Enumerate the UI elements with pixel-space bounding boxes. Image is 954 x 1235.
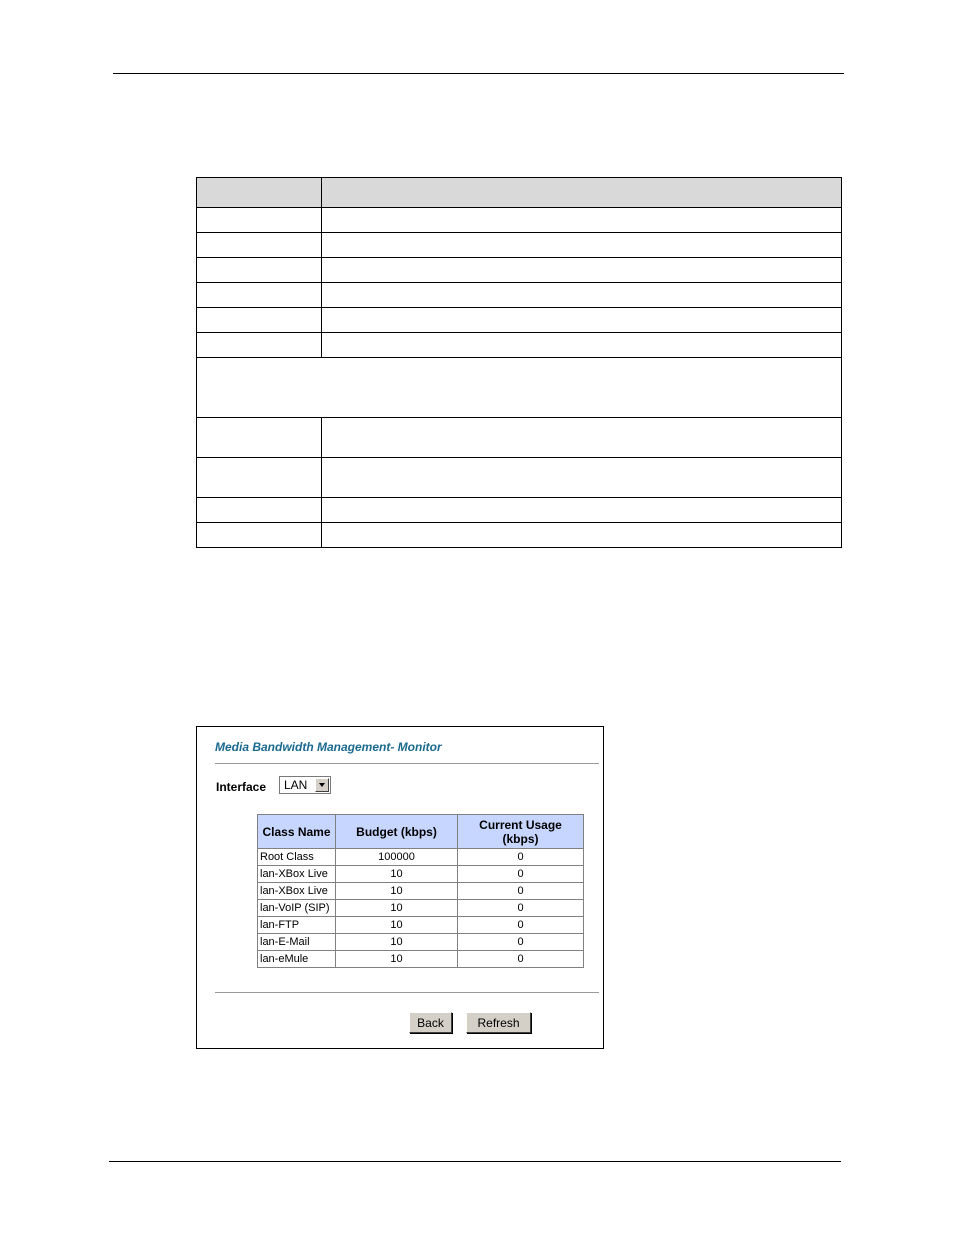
interface-label: Interface	[216, 780, 267, 794]
monitor-header-row	[258, 815, 583, 849]
column-header-current-usage: Current Usage (kbps)	[458, 815, 583, 849]
interface-select-value: LAN	[284, 778, 308, 792]
title-divider	[215, 763, 599, 765]
budget-cell: 10	[336, 951, 458, 967]
column-header-budget: Budget (kbps)	[336, 815, 458, 849]
budget-cell: 10	[336, 883, 458, 900]
class-name-cell: lan-FTP	[258, 917, 336, 934]
class-name-cell: Root Class	[258, 849, 336, 866]
table-row	[197, 523, 842, 548]
back-button[interactable]: Back	[409, 1012, 452, 1033]
table-row	[197, 418, 842, 458]
table-row	[197, 333, 842, 358]
field-description-table	[196, 177, 842, 548]
refresh-button[interactable]: Refresh	[466, 1012, 531, 1033]
table-row	[258, 917, 583, 934]
chevron-down-icon[interactable]	[315, 778, 329, 792]
table-row	[258, 900, 583, 917]
footer-divider	[215, 992, 599, 994]
monitor-panel	[196, 726, 604, 1049]
table-row	[258, 883, 583, 900]
table-row	[197, 208, 842, 233]
table-row	[197, 308, 842, 333]
footer-rule	[109, 1161, 841, 1162]
budget-cell: 10	[336, 934, 458, 951]
budget-cell: 100000	[336, 849, 458, 866]
class-name-cell: lan-E-Mail	[258, 934, 336, 951]
table-section-row	[197, 358, 842, 418]
header-rule	[113, 73, 844, 74]
interface-select[interactable]	[279, 776, 331, 794]
table-row	[258, 849, 583, 866]
usage-cell: 0	[458, 849, 583, 866]
budget-cell: 10	[336, 917, 458, 934]
usage-cell: 0	[458, 866, 583, 883]
usage-cell: 0	[458, 883, 583, 900]
usage-cell: 0	[458, 934, 583, 951]
monitor-table	[257, 814, 584, 968]
table-row	[258, 866, 583, 883]
table-row	[197, 258, 842, 283]
class-name-cell: lan-XBox Live	[258, 866, 336, 883]
panel-title: Media Bandwidth Management- Monitor	[215, 740, 442, 754]
class-name-cell: lan-eMule	[258, 951, 336, 967]
class-name-cell: lan-XBox Live	[258, 883, 336, 900]
table-row	[258, 934, 583, 951]
column-header-class-name: Class Name	[258, 815, 336, 849]
table-row	[197, 498, 842, 523]
usage-cell: 0	[517, 953, 524, 965]
usage-cell: 0	[458, 917, 583, 934]
table-row	[258, 951, 583, 967]
table-row	[197, 233, 842, 258]
table-row	[197, 458, 842, 498]
table-header-row	[197, 178, 842, 208]
usage-cell: 0	[458, 900, 583, 917]
table-row	[197, 283, 842, 308]
budget-cell: 10	[336, 866, 458, 883]
class-name-cell: lan-VoIP (SIP)	[258, 900, 336, 917]
budget-cell: 10	[336, 900, 458, 917]
